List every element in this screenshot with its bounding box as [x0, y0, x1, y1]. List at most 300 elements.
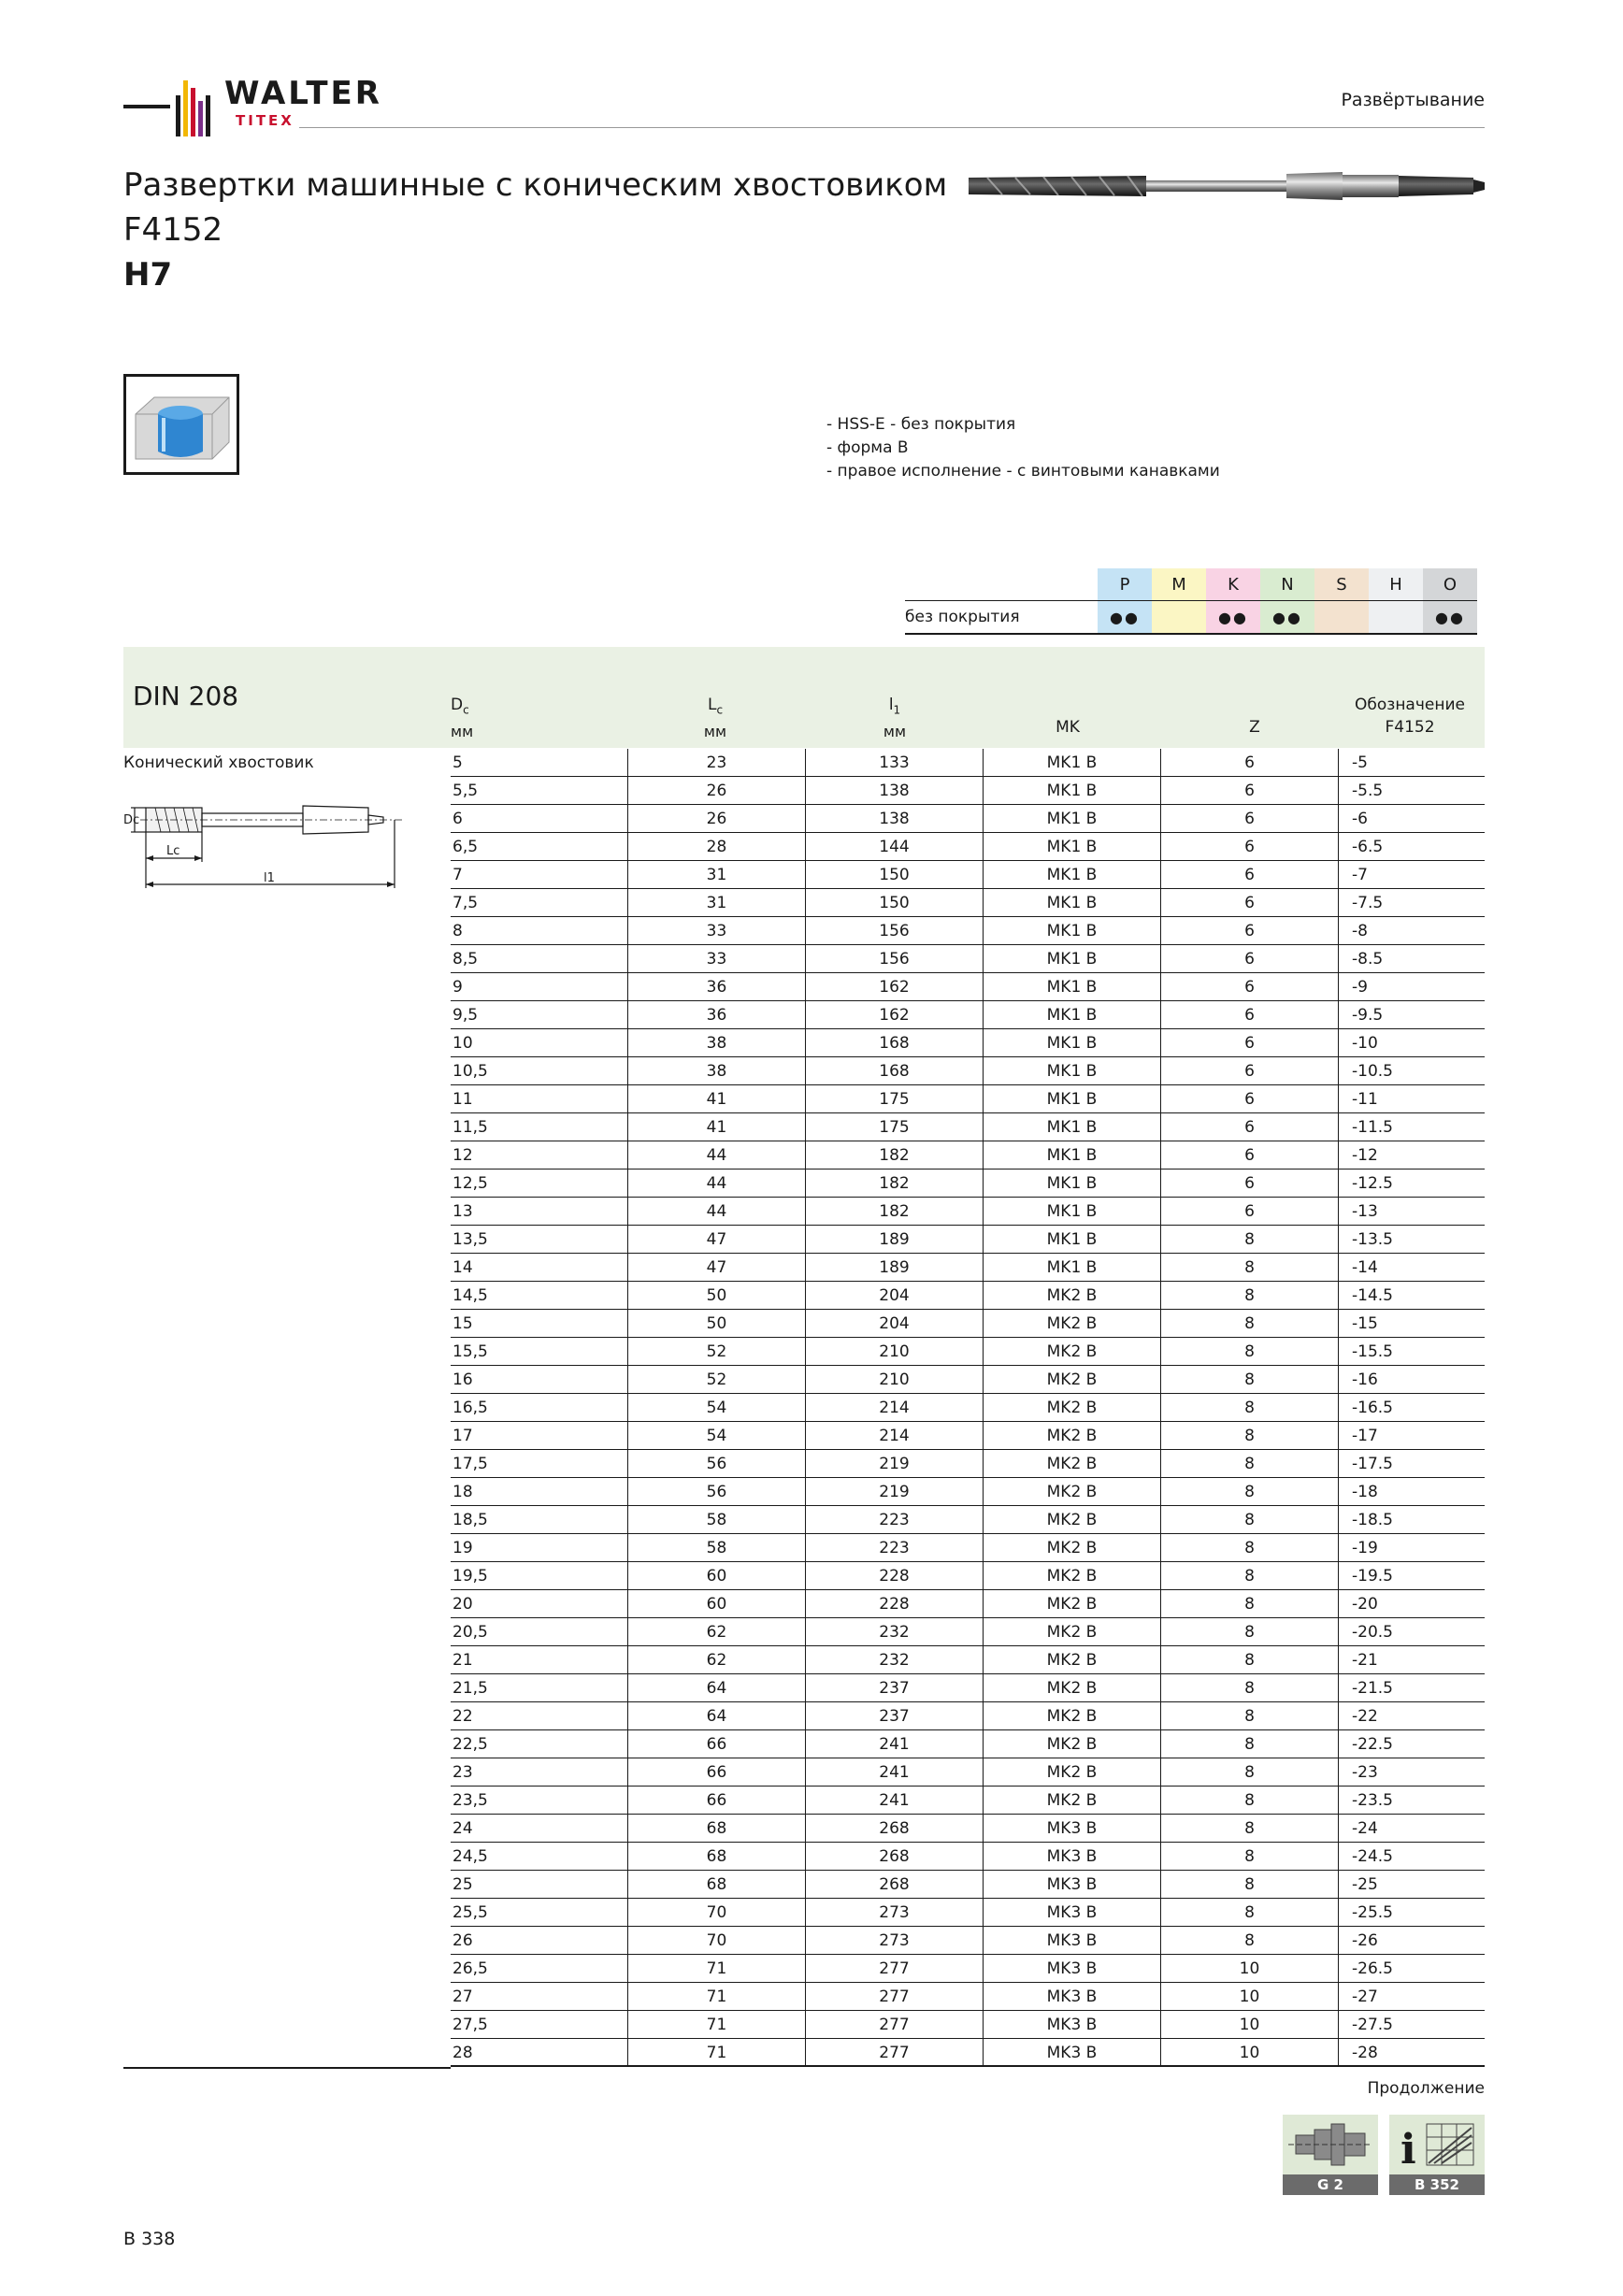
cell-z: 6: [1161, 749, 1339, 776]
cell-mk: MK1 B: [984, 1057, 1161, 1084]
cell-mk: MK3 B: [984, 1871, 1161, 1898]
cell-lc: 64: [628, 1674, 806, 1701]
material-p: P: [1098, 568, 1152, 600]
cell-mk: MK1 B: [984, 1226, 1161, 1253]
cell-lc: 33: [628, 917, 806, 944]
cell-lc: 52: [628, 1366, 806, 1393]
cell-dc: 23,5: [451, 1787, 628, 1814]
suitability-h: [1369, 601, 1423, 633]
cell-lc: 66: [628, 1758, 806, 1786]
continued-label: Продолжение: [1367, 2079, 1485, 2098]
cell-lc: 54: [628, 1394, 806, 1421]
cell-dc: 21: [451, 1646, 628, 1673]
cell-l1: 138: [806, 805, 984, 832]
table-row: [451, 1590, 1485, 1618]
material-m: M: [1152, 568, 1206, 600]
table-row: [451, 1927, 1485, 1955]
table-row: [451, 1198, 1485, 1226]
cell-l1: 210: [806, 1366, 984, 1393]
table-row: [451, 1310, 1485, 1338]
col-header-designation: Обозначение F4152: [1355, 696, 1465, 737]
suitability-s: [1314, 601, 1369, 633]
cell-designation: -27.5: [1352, 2015, 1393, 2034]
table-row: [451, 2039, 1485, 2067]
cell-designation: -19: [1352, 1538, 1378, 1557]
cell-l1: 219: [806, 1450, 984, 1477]
page-number: B 338: [123, 2229, 176, 2249]
cell-z: 8: [1161, 1506, 1339, 1533]
cell-lc: 58: [628, 1506, 806, 1533]
cell-l1: 228: [806, 1562, 984, 1589]
cell-mk: MK2 B: [984, 1590, 1161, 1617]
material-n: N: [1260, 568, 1314, 600]
cell-designation: -12: [1352, 1145, 1378, 1165]
cell-l1: 162: [806, 973, 984, 1000]
cell-l1: 138: [806, 777, 984, 804]
cell-dc: 17: [451, 1422, 628, 1449]
cell-designation: -7.5: [1352, 893, 1384, 912]
cell-dc: 12,5: [451, 1170, 628, 1197]
table-row: [451, 1899, 1485, 1927]
cell-lc: 26: [628, 805, 806, 832]
cell-z: 8: [1161, 1787, 1339, 1814]
table-row: [451, 1618, 1485, 1646]
cell-designation: -8.5: [1352, 949, 1384, 969]
cell-mk: MK1 B: [984, 1113, 1161, 1141]
page-title: [123, 163, 947, 297]
cell-mk: MK2 B: [984, 1338, 1161, 1365]
cell-lc: 50: [628, 1310, 806, 1337]
cell-lc: 44: [628, 1141, 806, 1169]
cell-designation: -25.5: [1352, 1902, 1393, 1922]
cell-mk: MK2 B: [984, 1702, 1161, 1729]
table-row: [451, 1366, 1485, 1394]
cell-mk: MK2 B: [984, 1478, 1161, 1505]
cell-z: 8: [1161, 1478, 1339, 1505]
cell-z: 6: [1161, 1113, 1339, 1141]
cell-designation: -15.5: [1352, 1342, 1393, 1361]
cell-z: 8: [1161, 1815, 1339, 1842]
cell-lc: 70: [628, 1927, 806, 1954]
cell-dc: 14,5: [451, 1282, 628, 1309]
cell-z: 8: [1161, 1310, 1339, 1337]
material-o: O: [1423, 568, 1477, 600]
cell-designation: -26: [1352, 1930, 1378, 1950]
table-row: [451, 861, 1485, 889]
table-row: [451, 1478, 1485, 1506]
cell-dc: 20: [451, 1590, 628, 1617]
table-row: [451, 1226, 1485, 1254]
cell-dc: 23: [451, 1758, 628, 1786]
cell-designation: -10.5: [1352, 1061, 1393, 1081]
cell-dc: 15,5: [451, 1338, 628, 1365]
table-row: [451, 945, 1485, 973]
cell-designation: -24: [1352, 1818, 1378, 1838]
table-row: [451, 833, 1485, 861]
table-row: [451, 1787, 1485, 1815]
cell-l1: 219: [806, 1478, 984, 1505]
cell-designation: -13: [1352, 1201, 1378, 1221]
cell-l1: 175: [806, 1113, 984, 1141]
shank-type-label: Конический хвостовик: [123, 753, 314, 772]
cell-dc: 18: [451, 1478, 628, 1505]
cell-lc: 23: [628, 749, 806, 776]
logo-wordmark: WALTER: [224, 75, 382, 112]
table-row: [451, 1983, 1485, 2011]
cell-lc: 38: [628, 1057, 806, 1084]
cell-mk: MK1 B: [984, 1029, 1161, 1056]
cell-dc: 24: [451, 1815, 628, 1842]
cell-z: 8: [1161, 1226, 1339, 1253]
cell-lc: 41: [628, 1085, 806, 1112]
cell-designation: -6.5: [1352, 837, 1384, 856]
cell-l1: 223: [806, 1534, 984, 1561]
cell-l1: 268: [806, 1871, 984, 1898]
cell-dc: 26,5: [451, 1955, 628, 1982]
reamer-product-image: [969, 165, 1485, 208]
cell-dc: 16: [451, 1366, 628, 1393]
cell-mk: MK3 B: [984, 2011, 1161, 2038]
cell-mk: MK3 B: [984, 1927, 1161, 1954]
table-row: [451, 1815, 1485, 1843]
cell-l1: 189: [806, 1226, 984, 1253]
cell-dc: 28: [451, 2039, 628, 2066]
col-header-z: Z: [1249, 718, 1260, 737]
walter-titex-logo: [123, 62, 404, 136]
cell-designation: -18: [1352, 1482, 1378, 1501]
cell-lc: 70: [628, 1899, 806, 1926]
cell-lc: 56: [628, 1478, 806, 1505]
drawing-label-dc: Dc: [123, 813, 140, 827]
cell-l1: 162: [806, 1001, 984, 1028]
cell-lc: 52: [628, 1338, 806, 1365]
cell-l1: 189: [806, 1254, 984, 1281]
cell-lc: 68: [628, 1871, 806, 1898]
cell-dc: 19,5: [451, 1562, 628, 1589]
cell-dc: 10: [451, 1029, 628, 1056]
cell-mk: MK2 B: [984, 1618, 1161, 1645]
cell-lc: 31: [628, 889, 806, 916]
cell-mk: MK2 B: [984, 1758, 1161, 1786]
cell-designation: -21.5: [1352, 1678, 1393, 1698]
cell-dc: 17,5: [451, 1450, 628, 1477]
cell-designation: -12.5: [1352, 1173, 1393, 1193]
cell-dc: 9,5: [451, 1001, 628, 1028]
cell-mk: MK2 B: [984, 1450, 1161, 1477]
material-s: S: [1314, 568, 1369, 600]
cell-mk: MK1 B: [984, 1198, 1161, 1225]
cell-designation: -17: [1352, 1426, 1378, 1445]
table-row: [451, 1674, 1485, 1702]
cell-dc: 7,5: [451, 889, 628, 916]
cell-mk: MK3 B: [984, 1899, 1161, 1926]
cell-mk: MK1 B: [984, 833, 1161, 860]
cell-l1: 241: [806, 1730, 984, 1758]
cell-lc: 62: [628, 1646, 806, 1673]
cell-designation: -14: [1352, 1257, 1378, 1277]
cell-mk: MK2 B: [984, 1394, 1161, 1421]
cell-z: 6: [1161, 889, 1339, 916]
cell-z: 6: [1161, 973, 1339, 1000]
table-row: [451, 1843, 1485, 1871]
cell-dc: 8,5: [451, 945, 628, 972]
feature-item: - форма B: [826, 438, 909, 457]
cell-lc: 36: [628, 1001, 806, 1028]
table-row: [451, 917, 1485, 945]
cell-mk: MK2 B: [984, 1506, 1161, 1533]
suitability-n: ●●: [1260, 601, 1314, 633]
info-chart-icon: [1389, 2115, 1485, 2174]
cell-lc: 71: [628, 1983, 806, 2010]
cell-z: 6: [1161, 1198, 1339, 1225]
table-row: [451, 1113, 1485, 1141]
cell-lc: 44: [628, 1198, 806, 1225]
through-hole-reaming-icon: [123, 374, 239, 475]
cell-mk: MK3 B: [984, 1843, 1161, 1870]
title-line-1: Развертки машинные с коническим хвостовиком: [123, 166, 948, 204]
cell-lc: 33: [628, 945, 806, 972]
cell-z: 8: [1161, 1871, 1339, 1898]
cell-mk: MK1 B: [984, 945, 1161, 972]
table-row: [451, 1394, 1485, 1422]
cell-designation: -27: [1352, 1987, 1378, 2006]
cell-lc: 31: [628, 861, 806, 888]
cell-lc: 50: [628, 1282, 806, 1309]
cell-mk: MK1 B: [984, 1085, 1161, 1112]
cell-dc: 22: [451, 1702, 628, 1729]
cell-mk: MK1 B: [984, 861, 1161, 888]
table-row: [451, 805, 1485, 833]
cell-lc: 68: [628, 1843, 806, 1870]
material-groups-header: [905, 568, 1477, 600]
cell-z: 8: [1161, 1730, 1339, 1758]
drawing-label-lc: Lc: [166, 844, 180, 858]
logo-subtitle: TITEX: [236, 112, 294, 129]
cell-z: 8: [1161, 1927, 1339, 1954]
cell-z: 8: [1161, 1338, 1339, 1365]
cell-l1: 237: [806, 1674, 984, 1701]
cell-designation: -19.5: [1352, 1566, 1393, 1586]
suitability-p: ●●: [1098, 601, 1152, 633]
cell-l1: 223: [806, 1506, 984, 1533]
cell-designation: -7: [1352, 865, 1368, 884]
cell-designation: -24.5: [1352, 1846, 1393, 1866]
cell-z: 6: [1161, 945, 1339, 972]
cell-l1: 204: [806, 1310, 984, 1337]
cell-designation: -20.5: [1352, 1622, 1393, 1642]
reference-b352[interactable]: [1389, 2115, 1485, 2195]
cell-dc: 25: [451, 1871, 628, 1898]
col-header-l1: $l_1$ мм: [883, 696, 907, 741]
cell-lc: 38: [628, 1029, 806, 1056]
cell-designation: -14.5: [1352, 1285, 1393, 1305]
table-row: [451, 1506, 1485, 1534]
cell-z: 8: [1161, 1843, 1339, 1870]
table-row: [451, 1955, 1485, 1983]
cell-lc: 60: [628, 1562, 806, 1589]
reference-g2[interactable]: [1283, 2115, 1378, 2195]
cell-lc: 47: [628, 1254, 806, 1281]
cell-l1: 277: [806, 1955, 984, 1982]
cell-z: 8: [1161, 1618, 1339, 1645]
cell-mk: MK2 B: [984, 1422, 1161, 1449]
cell-l1: 175: [806, 1085, 984, 1112]
cell-l1: 150: [806, 889, 984, 916]
cell-mk: MK3 B: [984, 1815, 1161, 1842]
cell-z: 8: [1161, 1590, 1339, 1617]
cell-mk: MK3 B: [984, 1983, 1161, 2010]
cell-lc: 60: [628, 1590, 806, 1617]
cell-mk: MK3 B: [984, 2039, 1161, 2066]
cell-l1: 232: [806, 1646, 984, 1673]
title-line-3: H7: [123, 256, 173, 294]
cell-l1: 277: [806, 2011, 984, 2038]
cell-mk: MK1 B: [984, 1254, 1161, 1281]
cell-designation: -6: [1352, 809, 1368, 828]
cell-lc: 66: [628, 1730, 806, 1758]
cell-designation: -5: [1352, 753, 1368, 772]
cell-lc: 58: [628, 1534, 806, 1561]
cell-l1: 277: [806, 1983, 984, 2010]
cell-l1: 144: [806, 833, 984, 860]
feature-item: - HSS-E - без покрытия: [826, 415, 1016, 434]
cell-dc: 8: [451, 917, 628, 944]
cell-dc: 18,5: [451, 1506, 628, 1533]
cell-dc: 12: [451, 1141, 628, 1169]
cell-lc: 54: [628, 1422, 806, 1449]
table-row: [451, 749, 1485, 777]
cell-dc: 5: [451, 749, 628, 776]
cell-designation: -20: [1352, 1594, 1378, 1614]
cell-z: 8: [1161, 1450, 1339, 1477]
cell-mk: MK2 B: [984, 1310, 1161, 1337]
section-label: Развёртывание: [1341, 90, 1485, 110]
table-header-band: [123, 647, 1485, 748]
cell-mk: MK2 B: [984, 1562, 1161, 1589]
cell-designation: -10: [1352, 1033, 1378, 1053]
table-row: [451, 889, 1485, 917]
cell-dc: 9: [451, 973, 628, 1000]
cell-dc: 6,5: [451, 833, 628, 860]
cell-dc: 15: [451, 1310, 628, 1337]
material-k: K: [1206, 568, 1260, 600]
cell-designation: -8: [1352, 921, 1368, 940]
cell-mk: MK1 B: [984, 1141, 1161, 1169]
cell-l1: 168: [806, 1057, 984, 1084]
cell-mk: MK1 B: [984, 1170, 1161, 1197]
cell-designation: -13.5: [1352, 1229, 1393, 1249]
cell-mk: MK1 B: [984, 917, 1161, 944]
table-row: [451, 1254, 1485, 1282]
cell-l1: 214: [806, 1394, 984, 1421]
table-row: [451, 2011, 1485, 2039]
cell-designation: -28: [1352, 2043, 1378, 2062]
cell-z: 8: [1161, 1646, 1339, 1673]
cell-lc: 71: [628, 1955, 806, 1982]
col-header-dc: $D_c$ мм: [451, 696, 474, 741]
din-standard-title: DIN 208: [133, 681, 239, 711]
cell-dc: 27,5: [451, 2011, 628, 2038]
cell-z: 8: [1161, 1254, 1339, 1281]
tool-dimension-drawing: [123, 795, 404, 907]
table-row: [451, 1534, 1485, 1562]
cell-lc: 56: [628, 1450, 806, 1477]
cell-z: 8: [1161, 1282, 1339, 1309]
cell-z: 8: [1161, 1366, 1339, 1393]
coating-label: без покрытия: [905, 608, 1020, 626]
cell-lc: 64: [628, 1702, 806, 1729]
cell-z: 8: [1161, 1674, 1339, 1701]
cell-designation: -22.5: [1352, 1734, 1393, 1754]
cell-z: 6: [1161, 1085, 1339, 1112]
cell-l1: 237: [806, 1702, 984, 1729]
cell-designation: -11.5: [1352, 1117, 1393, 1137]
table-row: [451, 1758, 1485, 1787]
table-row: [451, 1001, 1485, 1029]
cell-mk: MK2 B: [984, 1730, 1161, 1758]
table-row: [451, 1057, 1485, 1085]
cell-z: 10: [1161, 2011, 1339, 2038]
cell-l1: 268: [806, 1843, 984, 1870]
cell-z: 6: [1161, 1170, 1339, 1197]
suitability-k: ●●: [1206, 601, 1260, 633]
cell-mk: MK2 B: [984, 1646, 1161, 1673]
cell-lc: 66: [628, 1787, 806, 1814]
table-row: [451, 1141, 1485, 1170]
cell-dc: 21,5: [451, 1674, 628, 1701]
cell-designation: -22: [1352, 1706, 1378, 1726]
cell-designation: -21: [1352, 1650, 1378, 1670]
cell-l1: 150: [806, 861, 984, 888]
material-suitability-row: [905, 600, 1477, 635]
cell-l1: 133: [806, 749, 984, 776]
cell-mk: MK2 B: [984, 1674, 1161, 1701]
cell-designation: -23: [1352, 1762, 1378, 1782]
cell-l1: 204: [806, 1282, 984, 1309]
cell-dc: 14: [451, 1254, 628, 1281]
cell-dc: 11,5: [451, 1113, 628, 1141]
cell-lc: 44: [628, 1170, 806, 1197]
table-row: [451, 1422, 1485, 1450]
table-row: [451, 1562, 1485, 1590]
cell-mk: MK2 B: [984, 1366, 1161, 1393]
suitability-m: [1152, 601, 1206, 633]
cell-l1: 277: [806, 2039, 984, 2066]
cell-z: 6: [1161, 805, 1339, 832]
cell-l1: 268: [806, 1815, 984, 1842]
table-row: [451, 1450, 1485, 1478]
table-row: [451, 973, 1485, 1001]
cell-l1: 228: [806, 1590, 984, 1617]
cell-z: 8: [1161, 1702, 1339, 1729]
title-line-2: F4152: [123, 211, 223, 249]
cell-lc: 36: [628, 973, 806, 1000]
table-row: [451, 1646, 1485, 1674]
cell-lc: 26: [628, 777, 806, 804]
table-row: [451, 777, 1485, 805]
cell-designation: -17.5: [1352, 1454, 1393, 1473]
cell-z: 8: [1161, 1899, 1339, 1926]
cell-designation: -16.5: [1352, 1398, 1393, 1417]
cell-dc: 7: [451, 861, 628, 888]
cell-dc: 19: [451, 1534, 628, 1561]
cell-dc: 10,5: [451, 1057, 628, 1084]
reference-b352-label: B 352: [1389, 2174, 1485, 2195]
cell-lc: 41: [628, 1113, 806, 1141]
cell-z: 6: [1161, 1001, 1339, 1028]
cell-designation: -16: [1352, 1370, 1378, 1389]
cell-dc: 22,5: [451, 1730, 628, 1758]
